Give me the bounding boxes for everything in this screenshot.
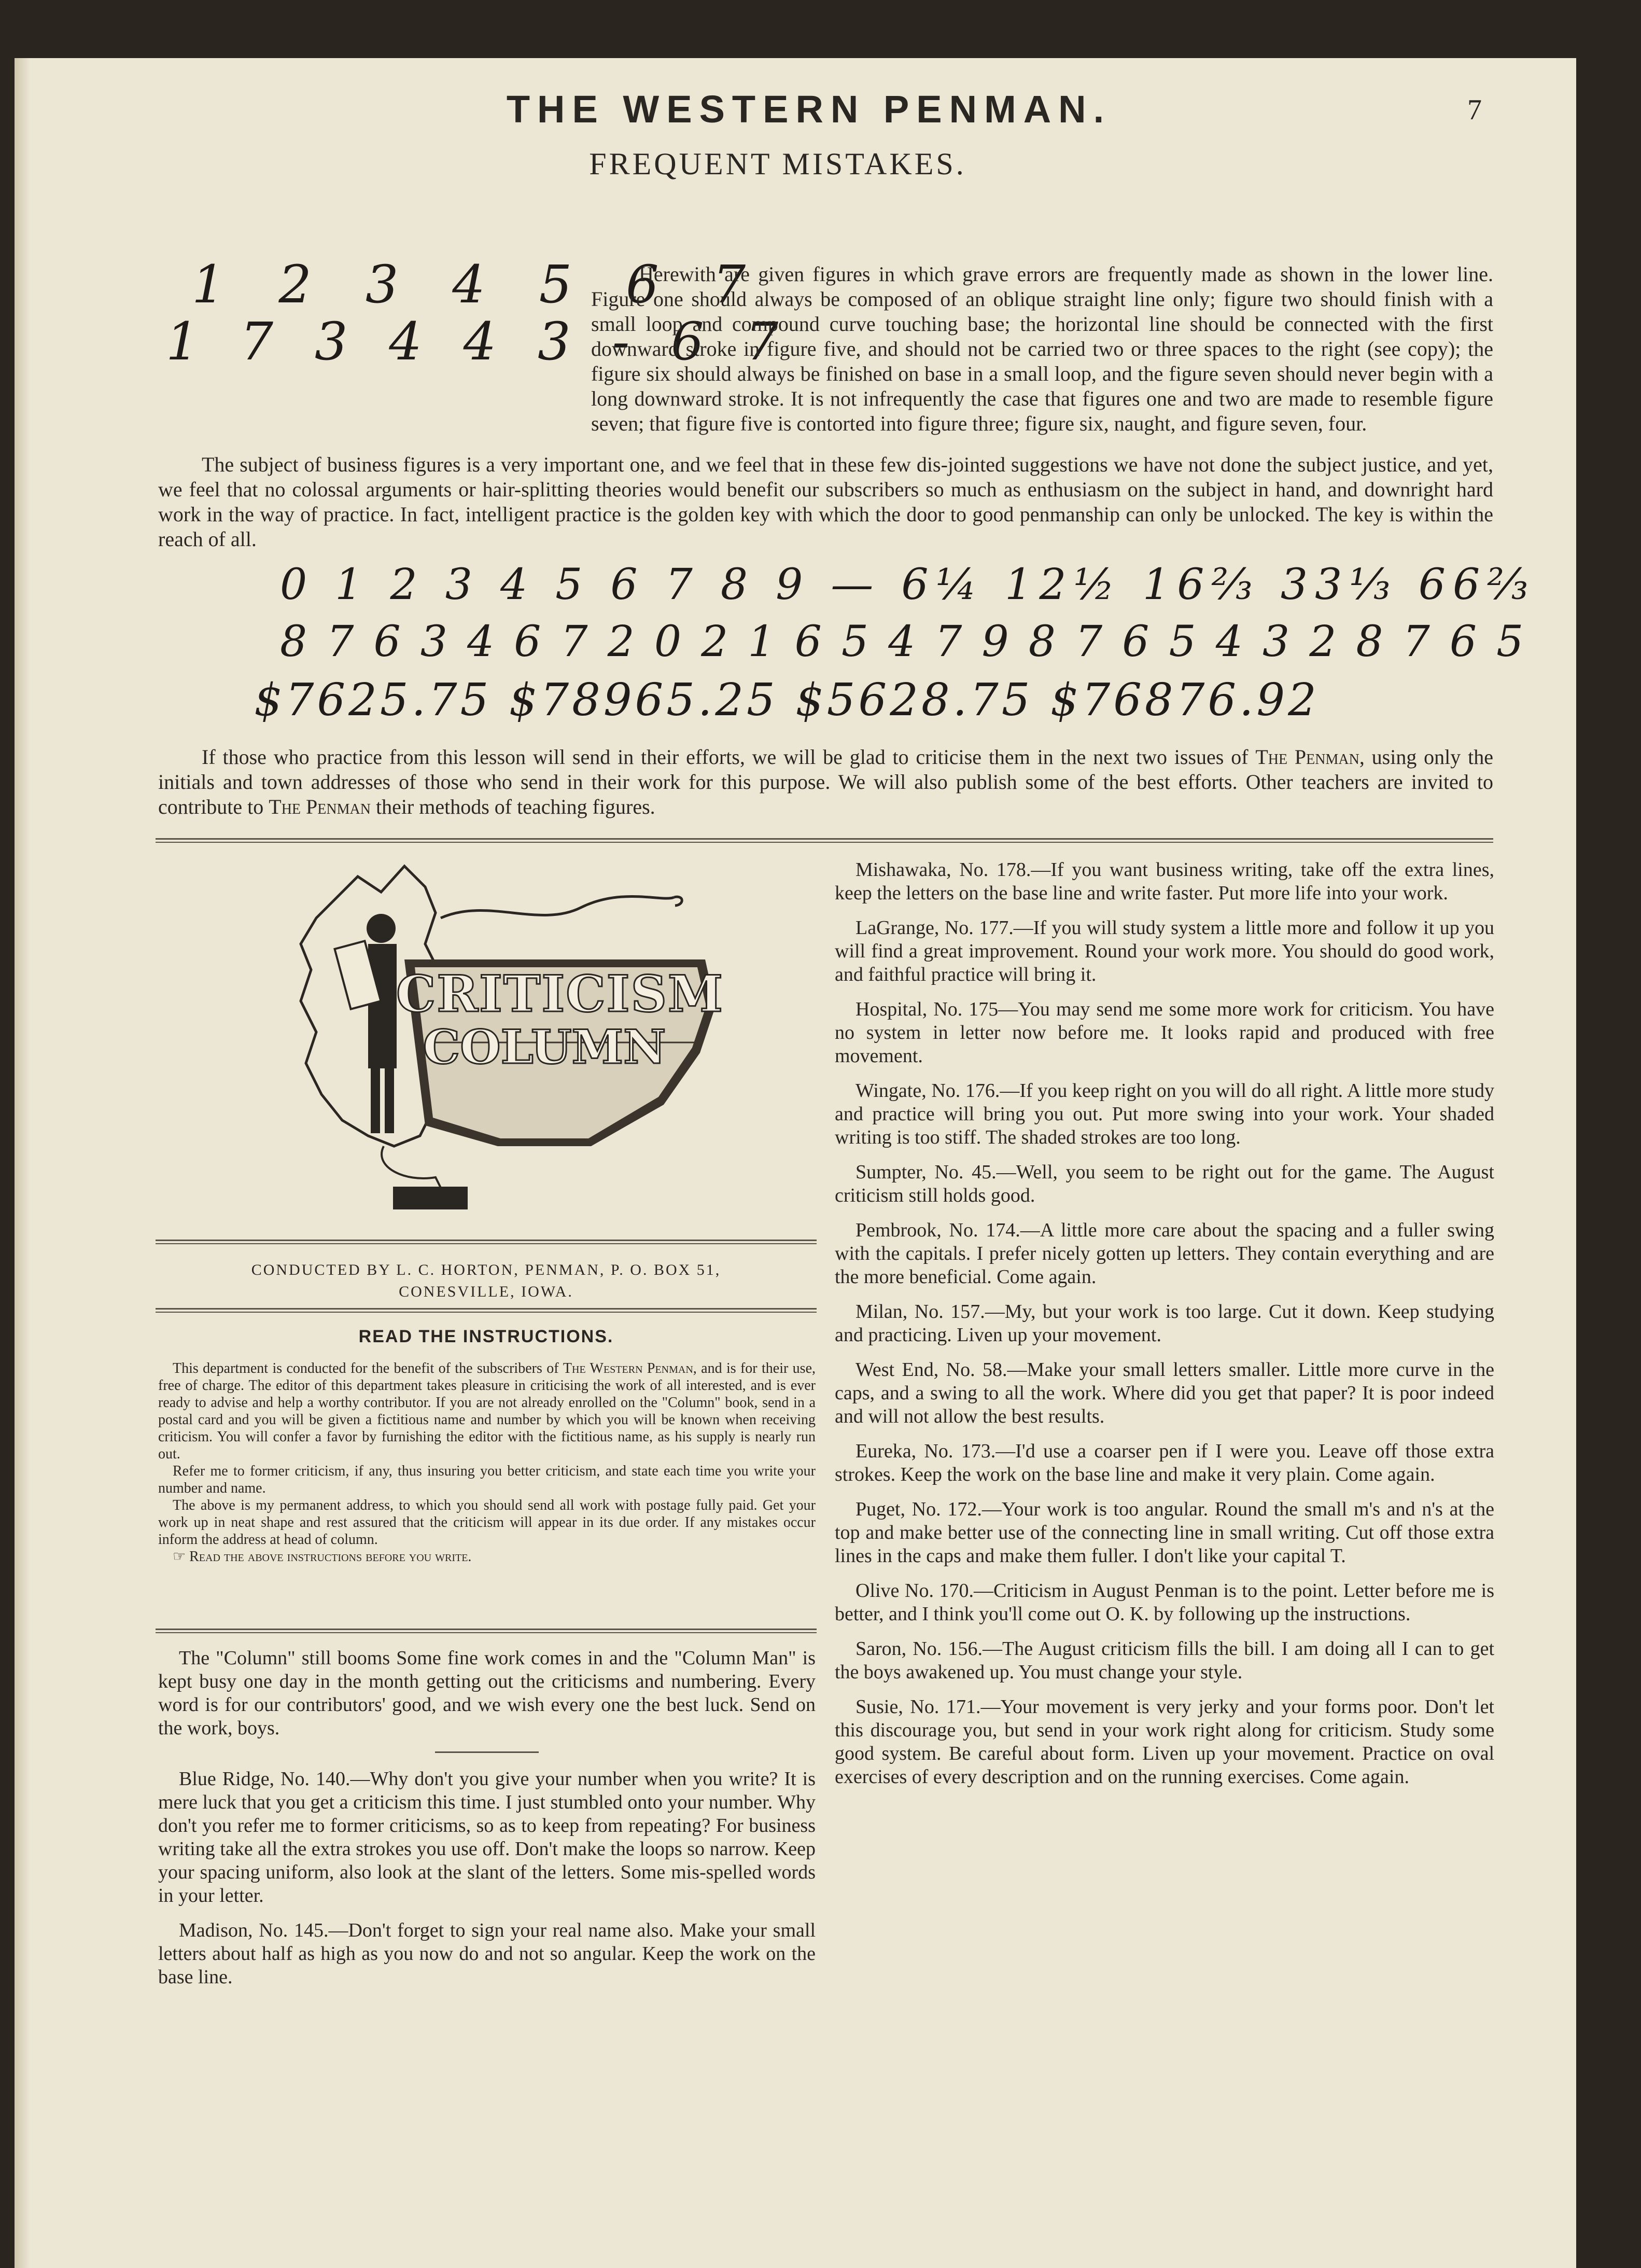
list-item: Mishawaka, No. 178.—If you want business writing, take off the extra lines, keep the letters on the base line and write faster. Put more life into your work.: [835, 859, 1494, 904]
right-column-text: [835, 858, 1494, 1800]
list-item: West End, No. 58.—Make your small letters smaller. Little more curve in the caps, and a swing to all the work. Where did you get that paper? It is poor indeed and will not allow the best results.: [835, 1359, 1494, 1427]
short-divider: [435, 1751, 539, 1753]
list-item: Hospital, No. 175—You may send me some more work for criticism. You have no system in letter now before me. It looks rapid and produced with free movement.: [835, 998, 1494, 1067]
paragraph-3-part-e: their methods of teaching figures.: [370, 795, 655, 818]
penman-name-2: The Penman: [269, 795, 371, 818]
left-column-rule-top: [156, 1240, 817, 1244]
western-penman-name: The Western Penman: [563, 1360, 693, 1376]
list-item: Milan, No. 157.—My, but your work is too large. Cut it down. Keep studying and practicing. Liven up your movement.: [835, 1301, 1494, 1346]
left-column-rule-bottom: [156, 1629, 817, 1633]
column-intro: The "Column" still booms Some fine work comes in and the "Column Man" is kept busy one day in the month getting out the criticisms and numbering. Every word is for our contributors' good, and we wish every one the best luck. Send on the work, boys.: [158, 1647, 816, 1739]
specimen-line-1: 0 1 2 3 4 5 6 7 8 9 — 6¼ 12½ 16⅔ 33⅓ 66⅔: [280, 560, 1536, 609]
specimen-line-2: 8 7 6 3 4 6 7 2 0 2 1 6 5 4 7 9 8 7 6 5 4 3 2 8 7 6 5: [280, 617, 1527, 666]
list-item: Olive No. 170.—Criticism in August Penman is to the point. Letter before me is better, and I think you'll come out O. K. by following up the instructions.: [835, 1580, 1494, 1625]
instructions-2: Refer me to former criticism, if any, thus insuring you better criticism, and state each time you write your number and name.: [158, 1463, 816, 1496]
article-paragraph-1-top: [591, 262, 1493, 436]
article-title: FREQUENT MISTAKES.: [589, 147, 966, 181]
article-paragraph-3: [158, 745, 1493, 819]
left-column-rule-mid: [156, 1308, 817, 1313]
correct-figures-line: 1 2 3 4 5 6 7: [192, 254, 765, 315]
specimen-line-3: $7625.75 $78965.25 $5628.75 $76876.92: [254, 674, 1320, 726]
instructions-1-c: , and is for their use, free of charge. The editor of this department takes pleasure in criticising the work of all interested, and is ever ready to advise and help a worthy contributor. If you are not already enrolled on the "Column" book, send in a postal card and you will be given a fictitious name and number by which you will be known when receiving criticism. You will confer a favor by furnishing the editor with the fictitious name, as his supply is nearly run out.: [158, 1360, 816, 1462]
paragraph-3-part-c: , using only the initials and town addresses of those who send in their work for this purpose. We will also publish some of the best efforts. Other teachers are invited to contribute to: [158, 745, 1493, 818]
list-item: Saron, No. 156.—The August criticism fills the bill. I am doing all I can to get the boys awakened up. You must change your style.: [835, 1638, 1494, 1683]
logo-title-line-1: CRITICISM: [396, 965, 724, 1023]
instructions-1-a: This department is conducted for the benefit of the subscribers of: [173, 1360, 563, 1376]
conducted-by-line-1: CONDUCTED BY L. C. HORTON, PENMAN, P. O. BOX 51,: [251, 1261, 721, 1278]
page-number: 7: [1467, 94, 1482, 126]
paragraph-2-text: The subject of business figures is a very important one, and we feel that in these few dis-jointed suggestions we have not done the subject justice, and yet, we feel that no colossal arguments or hair-splitting theories would benefit our subscribers so much as enthusiasm on the subject in hand, and downright hard work in the way of practice. In fact, intelligent practice is the golden key with which the door to good penmanship can only be unlocked. The key is within the reach of all.: [158, 453, 1493, 551]
conducted-by-line-2: CONESVILLE, IOWA.: [399, 1283, 573, 1300]
list-item: Puget, No. 172.—Your work is too angular. Round the small m's and n's at the top and make better use of the connecting line in small writing. Cut off those extra lines in the caps and make them fuller. I don't like your capital T.: [835, 1498, 1494, 1567]
list-item: Susie, No. 171.—Your movement is very jerky and your forms poor. Don't let this discourage you, but send in your work right along for criticism. Study some good system. Be careful about form. Liven up your movement. Practice on oval exercises of every description and on the running exercises. Come again.: [835, 1696, 1494, 1788]
paragraph-3-part-a: If those who practice from this lesson will send in their efforts, we will be glad to criticise them in the next two issues of: [202, 745, 1256, 769]
list-item: Wingate, No. 176.—If you keep right on you will do all right. A little more study and practice will bring you out. Put more swing into your work. Your shaded writing is too stiff. The shaded strokes are too long.: [835, 1080, 1494, 1148]
logo-title-line-2: COLUMN: [423, 1020, 666, 1075]
incorrect-figures-line: 1 7 3 4 4 3 - 6 7: [166, 311, 791, 372]
list-item: Blue Ridge, No. 140.—Why don't you give your number when you write? It is mere luck that you get a criticism this time. I just stumbled onto your number. Why don't you refer me to former criticisms, so as to keep from repeating? For business writing take all the extra strokes you use off. Don't make the loops so narrow. Keep your spacing uniform, also look at the slant of the letters. Some mis-spelled words in your letter.: [158, 1768, 816, 1907]
penman-name: The Penman: [1255, 745, 1359, 769]
instructions-title: READ THE INSTRUCTIONS.: [358, 1327, 614, 1346]
instructions-4: Read the above instructions before you write.: [189, 1549, 472, 1565]
list-item: Madison, No. 145.—Don't forget to sign your real name also. Make your small letters about half as high as you now do and not so angular. Keep the work on the base line.: [158, 1919, 816, 1988]
page-spine-shadow: [15, 58, 30, 2268]
left-column-text: [158, 1647, 816, 2000]
list-item: Pembrook, No. 174.—A little more care about the spacing and a fuller swing with the capitals. I prefer nicely gotten up letters. They contain everything and are the more beneficial. Come again.: [835, 1219, 1494, 1288]
penman-figure-icon: [334, 914, 397, 1133]
running-header: THE WESTERN PENMAN.: [506, 88, 1112, 131]
list-item: Eureka, No. 173.—I'd use a coarser pen if I were you. Leave off those extra strokes. Keep the work on the base line and make it very plain. Come again.: [835, 1440, 1494, 1485]
conducted-by: [156, 1259, 817, 1303]
pointing-hand-icon: ☞: [173, 1549, 190, 1565]
scroll-ribbon: [441, 896, 674, 918]
instructions-3: The above is my permanent address, to which you should send all work with postage fully paid. Get your work up in neat shape and rest assured that the criticism will appear in its due order. If any mistakes occur inform the address at head of column.: [158, 1497, 816, 1548]
list-item: Sumpter, No. 45.—Well, you seem to be right out for the game. The August criticism still holds good.: [835, 1161, 1494, 1206]
criticism-column-logo: [270, 856, 736, 1229]
section-divider: [156, 838, 1493, 843]
paragraph-1-text: Herewith are given figures in which grave errors are frequently made as shown in the lower line. Figure one should always be composed of an oblique straight line only; figure two should finish with a small loop and compound curve touching base; the horizontal line should be connected with the first downward stroke in figure five, and should not be carried two or three spaces to the right (see copy); the figure six should always be finished on base in a small loop, and the figure seven should never begin with a long downward stroke. It is not infrequently the case that figures one and two are made to resemble figure seven; that figure five is contorted into figure three; figure six, naught, and figure seven, four.: [591, 262, 1493, 435]
article-paragraph-2: [158, 452, 1493, 552]
list-item: LaGrange, No. 177.—If you will study system a little more and follow it up you will find a great improvement. Round your work more. You should do good work, and faithful practice will bring it.: [835, 917, 1494, 985]
instructions-block: [158, 1360, 816, 1565]
